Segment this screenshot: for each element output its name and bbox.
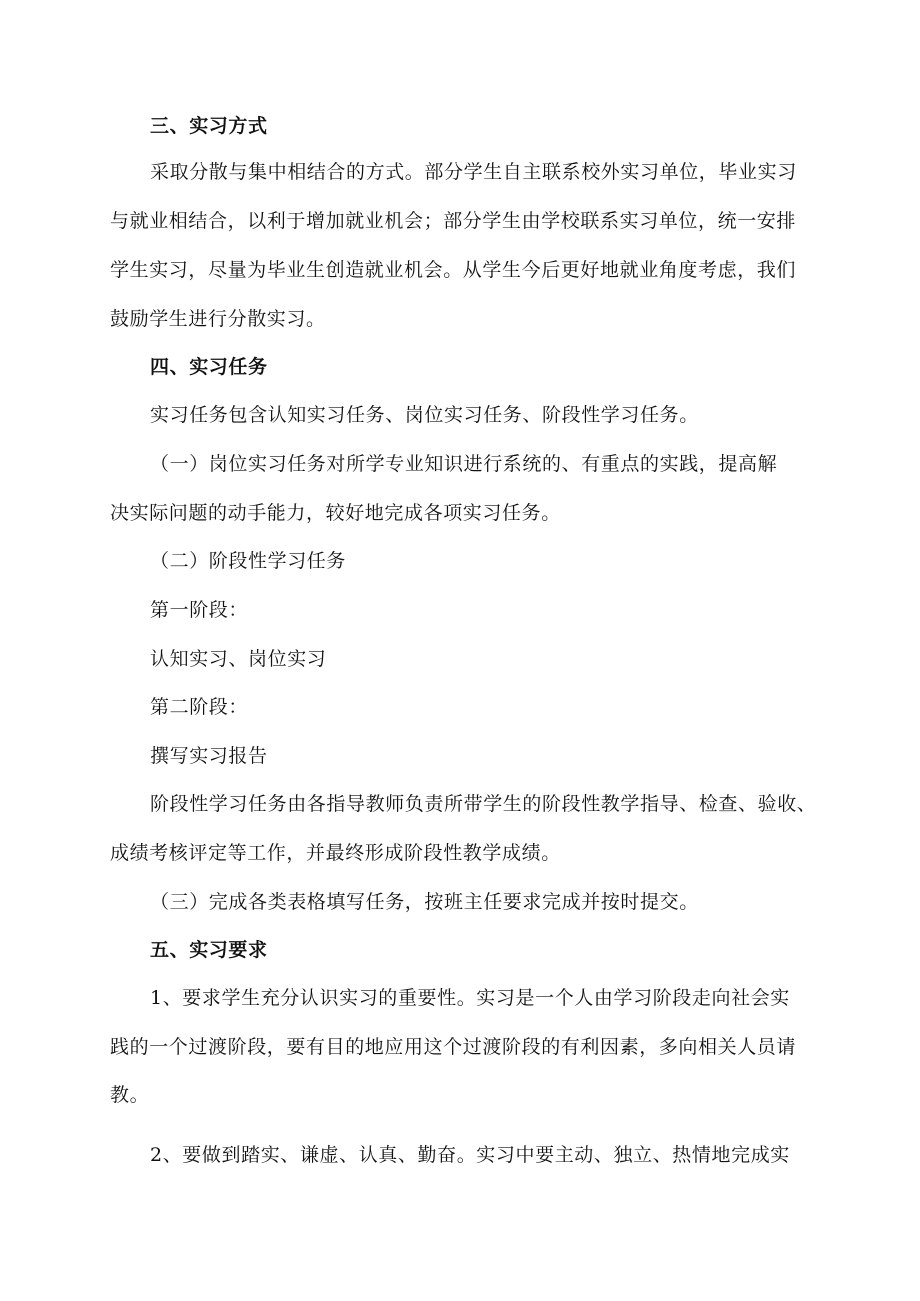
paragraph-line: 撰写实习报告: [150, 745, 268, 767]
paragraph-line: 成绩考核评定等工作，并最终形成阶段性教学成绩。: [110, 842, 561, 864]
section-heading-internship-tasks: 四、实习任务: [150, 356, 268, 378]
section-heading-internship-method: 三、实习方式: [150, 115, 268, 137]
paragraph-line: （一）岗位实习任务对所学专业知识进行系统的、有重点的实践，提高解: [150, 453, 778, 475]
paragraph-line: 1、要求学生充分认识实习的重要性。实习是一个人由学习阶段走向社会实: [150, 987, 790, 1009]
paragraph-line: 第二阶段：: [150, 696, 249, 718]
paragraph-line: 教。: [110, 1084, 150, 1106]
paragraph-line: （二）阶段性学习任务: [150, 550, 347, 572]
paragraph-line: 决实际问题的动手能力，较好地完成各项实习任务。: [110, 502, 561, 524]
paragraph-line: 践的一个过渡阶段，要有目的地应用这个过渡阶段的有利因素，多向相关人员请: [110, 1036, 797, 1058]
paragraph-line: 实习任务包含认知实习任务、岗位实习任务、阶段性学习任务。: [150, 404, 699, 426]
paragraph-line: 第一阶段：: [150, 599, 249, 621]
paragraph-line: （三）完成各类表格填写任务，按班主任要求完成并按时提交。: [150, 891, 699, 913]
paragraph-line: 学生实习，尽量为毕业生创造就业机会。从学生今后更好地就业角度考虑，我们: [110, 259, 797, 281]
paragraph-line: 鼓励学生进行分散实习。: [110, 308, 326, 330]
paragraph-line: 阶段性学习任务由各指导教师负责所带学生的阶段性教学指导、检查、验收、: [150, 793, 817, 815]
paragraph-line: 与就业相结合，以利于增加就业机会；部分学生由学校联系实习单位，统一安排: [110, 210, 797, 232]
paragraph-line: 认知实习、岗位实习: [150, 648, 327, 670]
paragraph-line: 2、要做到踏实、谦虚、认真、勤奋。实习中要主动、独立、热情地完成实: [150, 1144, 790, 1166]
paragraph-line: 采取分散与集中相结合的方式。部分学生自主联系校外实习单位，毕业实习: [150, 161, 797, 183]
section-heading-internship-requirements: 五、实习要求: [150, 939, 268, 961]
